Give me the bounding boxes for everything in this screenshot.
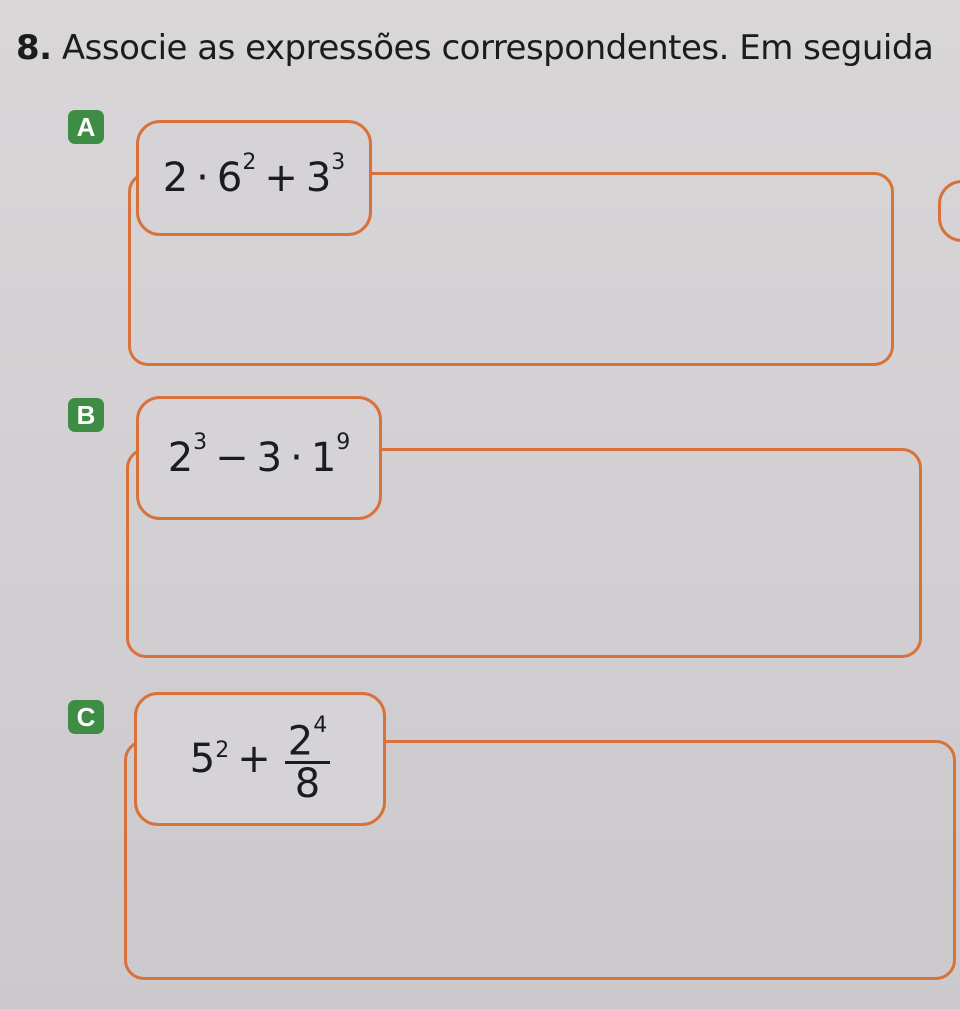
badge-c: C: [68, 700, 104, 734]
next-column-box-edge: [938, 180, 960, 242]
badge-b: B: [68, 398, 104, 432]
expression-box-c: [134, 692, 386, 826]
expression-a: $2 \cdot 6^2 + 3^3$: [162, 149, 346, 201]
badge-a: A: [68, 110, 104, 144]
expression-box-b: [136, 396, 382, 520]
fraction: $\frac{2^4}{8}$: [285, 714, 330, 804]
question-number: 8.: [16, 28, 52, 68]
expression-c: 5 $^2$ + $\frac{2^4}{8}$: [190, 714, 330, 804]
expression-b: $2^3 - 3 \cdot 1^9$: [167, 429, 351, 481]
question-text: Associe as expressões correspondentes. Em seguida: [61, 28, 934, 68]
expression-box-a: [136, 120, 372, 236]
question-title: [16, 22, 960, 74]
